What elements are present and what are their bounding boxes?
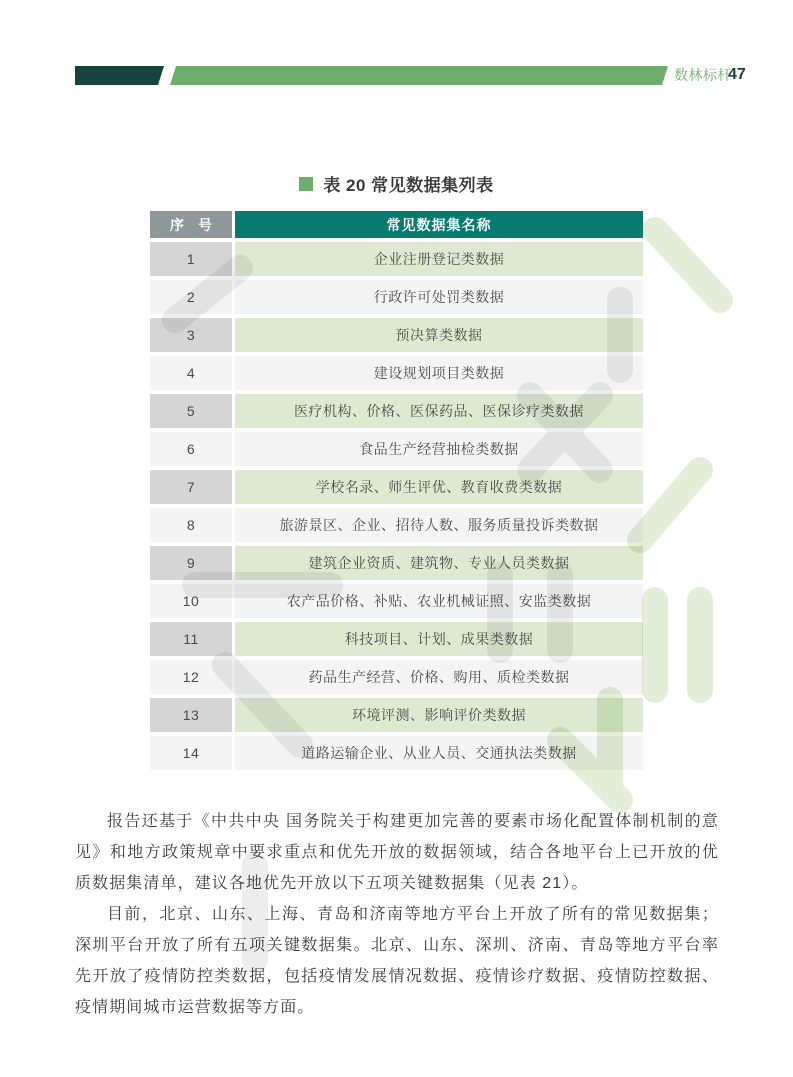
dataset-name-cell: 科技项目、计划、成果类数据 <box>235 622 643 656</box>
row-number-cell: 4 <box>150 356 232 390</box>
row-number-cell: 8 <box>150 508 232 542</box>
table-row <box>150 622 643 656</box>
row-number-cell: 1 <box>150 242 232 276</box>
table-row <box>150 698 643 732</box>
table-caption <box>0 171 793 196</box>
row-number-cell: 6 <box>150 432 232 466</box>
table-row <box>150 546 643 580</box>
page-number: 47 <box>728 66 746 83</box>
row-number-cell: 14 <box>150 736 232 770</box>
table-row <box>150 242 643 276</box>
table-row <box>150 432 643 466</box>
table-header-row <box>150 211 643 238</box>
table-row <box>150 736 643 770</box>
column-header-no: 序 号 <box>150 211 232 238</box>
dataset-name-cell: 药品生产经营、价格、购用、质检类数据 <box>235 660 643 694</box>
row-number-cell: 5 <box>150 394 232 428</box>
row-number-cell: 12 <box>150 660 232 694</box>
dataset-name-cell: 环境评测、影响评价类数据 <box>235 698 643 732</box>
row-number-cell: 10 <box>150 584 232 618</box>
table-caption-label: 表 20 常见数据集列表 <box>323 176 494 195</box>
dataset-name-cell: 行政许可处罚类数据 <box>235 280 643 314</box>
dataset-name-cell: 建设规划项目类数据 <box>235 356 643 390</box>
row-number-cell: 3 <box>150 318 232 352</box>
row-number-cell: 11 <box>150 622 232 656</box>
table-row <box>150 318 643 352</box>
datasets-table-container <box>147 207 646 774</box>
dataset-name-cell: 建筑企业资质、建筑物、专业人员类数据 <box>235 546 643 580</box>
caption-bullet-icon <box>299 177 313 191</box>
datasets-table <box>147 207 646 774</box>
body-text-block <box>75 806 719 1023</box>
paragraph: 报告还基于《中共中央 国务院关于构建更加完善的要素市场化配置体制机制的意见》和地方政策规章中要求重点和优先开放的数据领域，结合各地平台上已开放的优质数据集清单，建议各地优先开放以下五项关键数据集（见表 21）。 <box>75 813 719 892</box>
dataset-name-cell: 预决算类数据 <box>235 318 643 352</box>
dataset-name-cell: 医疗机构、价格、医保药品、医保诊疗类数据 <box>235 394 643 428</box>
dataset-name-cell: 农产品价格、补贴、农业机械证照、安监类数据 <box>235 584 643 618</box>
dataset-name-cell: 学校名录、师生评优、教育收费类数据 <box>235 470 643 504</box>
table-row <box>150 280 643 314</box>
dataset-name-cell: 食品生产经营抽检类数据 <box>235 432 643 466</box>
table-row <box>150 508 643 542</box>
table-row <box>150 470 643 504</box>
header-rule-dark <box>75 66 164 85</box>
dataset-name-cell: 道路运输企业、从业人员、交通执法类数据 <box>235 736 643 770</box>
row-number-cell: 2 <box>150 280 232 314</box>
running-head-brand: 数林标杆 <box>674 67 732 83</box>
table-row <box>150 660 643 694</box>
row-number-cell: 9 <box>150 546 232 580</box>
table-row <box>150 356 643 390</box>
row-number-cell: 13 <box>150 698 232 732</box>
paragraph: 目前，北京、山东、上海、青岛和济南等地方平台上开放了所有的常见数据集；深圳平台开放了所有五项关键数据集。北京、山东、深圳、济南、青岛等地方平台率先开放了疫情防控类数据，包括疫情发展情况数据、疫情诊疗数据、疫情防控数据、疫情期间城市运营数据等方面。 <box>75 906 719 1016</box>
row-number-cell: 7 <box>150 470 232 504</box>
table-row <box>150 584 643 618</box>
dataset-name-cell: 企业注册登记类数据 <box>235 242 643 276</box>
column-header-name: 常见数据集名称 <box>235 211 643 238</box>
header-rule-green <box>170 66 668 85</box>
table-row <box>150 394 643 428</box>
dataset-name-cell: 旅游景区、企业、招待人数、服务质量投诉类数据 <box>235 508 643 542</box>
